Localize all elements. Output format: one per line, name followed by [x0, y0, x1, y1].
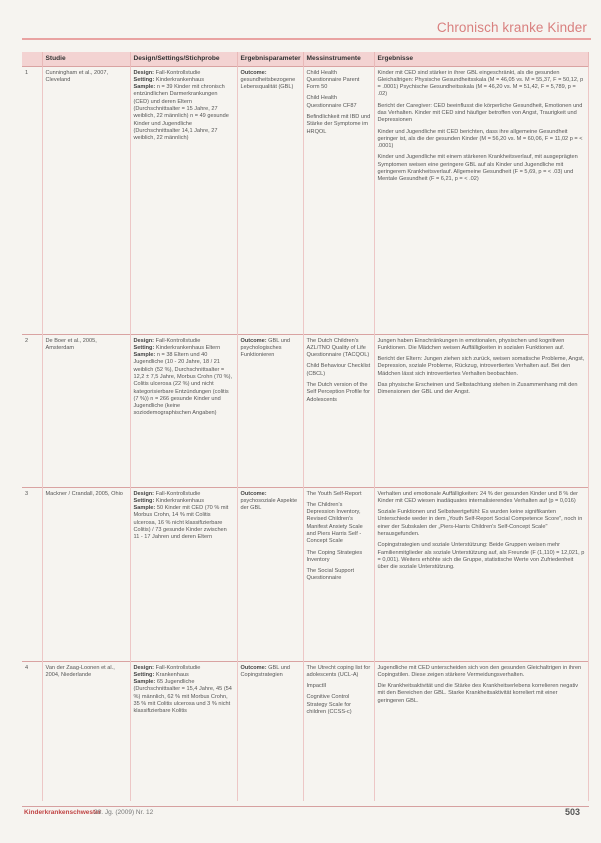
- design-label: Setting:: [133, 497, 155, 504]
- journal-issue: 28. Jg. (2009) Nr. 12: [94, 809, 154, 816]
- design-entry: [134, 665, 234, 672]
- outcome-cell: [237, 487, 303, 661]
- outcome-entry: [241, 665, 300, 680]
- column-header-results: Ergebnisse: [374, 52, 588, 66]
- results-cell: [374, 487, 588, 661]
- table-header-row: [22, 52, 588, 66]
- design-entry: [134, 672, 234, 679]
- instrument-item: The Social Support Questionnaire: [306, 568, 355, 582]
- design-text: n = 39 Kinder mit chronisch entzündlichen Darmerkrankungen (CED) und deren Eltern (Durchschnittsalter = 15 Jahre, 27 weiblich, 22 männlich) n = 49 gesunde Kinder und Jugendliche (Durchschnittsalter 14,1 Jahre, 27 weiblich, 22 männlich): [133, 84, 229, 142]
- instrument-item: The Coping Strategies Inventory: [306, 549, 363, 563]
- instrument-item: The Utrecht coping list for adolescents (UCL-A): [306, 664, 371, 678]
- instrument-item: The Children's Depression Inventory, Revised Children's Manifest Anxiety Scale and Piers Harris Self - Concept Scale: [306, 501, 363, 545]
- result-paragraph: Jugendliche mit CED unterscheiden sich von den gesunden Gleichaltrigen in ihren Copingstilen. Diese zeigen stärkere Vermeidungsverhalten.: [377, 664, 582, 678]
- design-entry: [134, 338, 234, 345]
- design-text: Kinderkrankenhaus: [155, 76, 205, 83]
- studies-table: [22, 52, 589, 801]
- design-cell: [130, 334, 237, 487]
- design-entry: [134, 679, 234, 715]
- design-text: Krankenhaus: [155, 671, 189, 678]
- instrument-item: The Youth Self-Report: [306, 490, 362, 497]
- outcome-cell: [237, 661, 303, 801]
- design-entry: [134, 77, 234, 84]
- instruments-cell: [303, 487, 374, 661]
- row-number: 3: [22, 487, 42, 661]
- outcome-label: Outcome:: [240, 490, 267, 497]
- instruments-cell: [303, 66, 374, 334]
- design-text: Fall-Kontrollstudie: [155, 337, 201, 344]
- instruments-cell: [303, 334, 374, 487]
- outcome-entry: [241, 338, 300, 360]
- outcome-label: Outcome:: [240, 664, 267, 671]
- instrument-item: The Dutch Children's AZL/TNO Quality of Life Questionnaire (TACQOL): [306, 337, 370, 359]
- study-citation: Mackner / Crandall, 2005, Ohio: [42, 487, 130, 661]
- outcome-text: gesundheitsbezogene Lebensqualität (GBL): [240, 76, 296, 91]
- design-text: Fall-Kontrollstudie: [155, 69, 201, 76]
- design-text: n = 38 Eltern und 40 Jugendliche (10 - 20 Jahre, 18 / 21 weiblich (52 %), Durchschnittsalter = 12,2 ± 7,5 Jahre, Morbus Crohn (70 %), Colitis ulcerosa (22 %) und nicht kategorisierbare Entzündungen (colitis (7 %)) n = 266 gesunde Kinder und Jugendliche (keine soziodemographischen Angaben): [133, 352, 233, 417]
- results-cell: [374, 661, 588, 801]
- design-text: Kinderkrankenhaus: [155, 497, 205, 504]
- result-paragraph: Verhalten und emotionale Auffälligkeiten: 24 % der gesunden Kinder und 8 % der Kinder mit CED wiesen inadäquates internalisierendes Verhalten auf (p = 0,016): [377, 490, 578, 504]
- outcome-cell: [237, 334, 303, 487]
- design-label: Sample:: [133, 84, 156, 91]
- table-row: [22, 661, 588, 801]
- design-cell: [130, 661, 237, 801]
- design-label: Setting:: [133, 344, 155, 351]
- study-citation: Cunningham et al., 2007, Cleveland: [42, 66, 130, 334]
- result-paragraph: Kinder mit CED sind stärker in ihrer GBL eingeschränkt, als die gesunden Gleichaltrigen: Physische Gesundheitsskala (M = 46,05 vs. M = 55,37, F = 50,12, p = .0001) Psychische Gesundheitsskala (M = 46,20 vs. M = 51,42, F = 5,789, p = .02): [377, 69, 584, 98]
- instrument-item: Cognitive Control Strategy Scale for children (CCSS-c): [306, 694, 352, 715]
- column-header-number: [22, 52, 42, 66]
- outcome-text: GBL und psychologisches Funktionieren: [240, 337, 291, 359]
- study-citation: De Boer et al., 2005, Amsterdam: [42, 334, 130, 487]
- design-label: Design:: [133, 337, 155, 344]
- design-label: Sample:: [133, 352, 156, 359]
- design-text: 50 Kinder mit CED (70 % mit Morbus Crohn, 14 % mit Colitis ulcerosa, 16 % nicht klassifizierbare Colitis) / 73 gesunde Kinder zwischen 11 - 17 Jahren und deren Eltern: [133, 505, 229, 541]
- study-citation: Van der Zaag-Loonen et al., 2004, Niederlande: [42, 661, 130, 801]
- instrument-item: Child Health Questionnaire CF87: [306, 95, 357, 109]
- column-header-study: Studie: [42, 52, 130, 66]
- page-number: 503: [564, 807, 580, 817]
- design-text: Fall-Kontrollstudie: [155, 490, 201, 497]
- outcome-label: Outcome:: [240, 69, 267, 76]
- outcome-cell: [237, 66, 303, 334]
- design-entry: [134, 505, 234, 541]
- design-label: Setting:: [133, 671, 155, 678]
- instrument-item: The Dutch version of the Self Perception Profile for Adolescents: [306, 381, 370, 403]
- design-text: Fall-Kontrollstudie: [155, 664, 201, 671]
- result-paragraph: Die Krankheitsaktivität und die Stärke des Krankheitserlebens korrelieren negativ mit den Bereichen der GBL. Starke Krankheitsaktivität korreliert mit einer geringeren GBL.: [377, 683, 579, 704]
- design-text: Kinderkrankenhaus Eltern: [155, 344, 221, 351]
- design-text: 65 Jugendliche (Durchschnittsalter = 15,4 Jahre, 45 (54 %) männlich, 62 % mit Morbus Crohn, 35 % mit Colitis ulcerosa und 3 % nicht klassifizierbare Kolitis: [133, 679, 232, 715]
- column-header-instruments: Messinstrumente: [303, 52, 374, 66]
- table-body: [22, 66, 588, 801]
- instrument-item: Child Health Questionnaire Parent Form 50: [306, 69, 360, 91]
- design-entry: [134, 352, 234, 418]
- row-number: 2: [22, 334, 42, 487]
- table-row: [22, 334, 588, 487]
- column-header-design: Design/Settings/Stichprobe: [130, 52, 237, 66]
- results-cell: [374, 334, 588, 487]
- outcome-text: psychosoziale Aspekte der GBL: [240, 497, 298, 512]
- design-label: Sample:: [133, 505, 156, 512]
- design-label: Sample:: [133, 679, 156, 686]
- page-header-title: Chronisch kranke Kinder: [436, 20, 587, 35]
- page-footer: [24, 807, 580, 821]
- instrument-item: ImpactII: [306, 683, 327, 690]
- design-label: Design:: [133, 490, 155, 497]
- outcome-entry: [241, 491, 300, 513]
- design-entry: [134, 84, 234, 142]
- design-label: Design:: [133, 664, 155, 671]
- results-cell: [374, 66, 588, 334]
- journal-name: Kinderkrankenschwester: [24, 809, 102, 816]
- table-row: [22, 487, 588, 661]
- result-paragraph: Copingstrategien und soziale Unterstützung: Beide Gruppen weisen mehr Familienmitglieder als soziale Unterstützung auf, als Freunde (F (1,110) = 12,021, p = 0,001). Weiters erhöhte sich die Gruppe, statistische Werte von Zufriedenheit über die soziale Unterstützung.: [377, 542, 585, 571]
- result-paragraph: Bericht der Eltern: Jungen ziehen sich zurück, weisen somatische Probleme, Angst, Depression, soziale Probleme, Rückzug, introvertiertes Verhalten auf. Bei den Mädchen lässt sich introvertiertes Verhalten beobachten.: [377, 356, 585, 377]
- row-number: 1: [22, 66, 42, 334]
- result-paragraph: Jungen haben Einschränkungen in emotionalen, physischen und kognitiven Funktionen. Die Mädchen weisen Auffälligkeiten in sozialen Funktionen auf.: [377, 337, 565, 351]
- outcome-text: GBL und Copingstrategien: [240, 664, 291, 678]
- row-number: 4: [22, 661, 42, 801]
- result-paragraph: Kinder und Jugendliche mit einem stärkeren Krankheitsverlauf, mit ausgeprägten Symptomen weisen eine geringere GBL auf als Kinder und Jugendliche mit geringerem Krankheitsverlauf. Allgemeine Gesundheit (F = 5,69, p = < .03) und Mentale Gesundheit (F = 6,21, p = < .02): [377, 154, 578, 183]
- design-label: Design:: [133, 69, 155, 76]
- outcome-entry: [241, 70, 300, 92]
- table-row: [22, 66, 588, 334]
- design-cell: [130, 66, 237, 334]
- design-entry: [134, 491, 234, 498]
- result-paragraph: Das physische Erscheinen und Selbstachtung stehen in Zusammenhang mit den Dimensionen der GBL und der Angst.: [377, 381, 578, 396]
- design-label: Setting:: [133, 76, 155, 83]
- header-divider: [22, 38, 591, 40]
- result-paragraph: Soziale Funktionen und Selbstwertgefühl: Es wurden keine signifikanten Unterschiede weder in dem „Youth Self-Report Social Competence Score", noch in einer der Subskalen der „Piers-Harris Children's Self-Concept Scale" herausgefunden.: [377, 509, 583, 537]
- instrument-item: Befindlichkeit mit IBD und Stärke der Symptome im HRQOL: [306, 113, 371, 135]
- instrument-item: Child Behaviour Checklist (CBCL): [306, 363, 371, 377]
- result-paragraph: Bericht der Caregiver: CED beeinflusst die körperliche Gesundheit, Emotionen und das Verhalten. Kinder mit CED sind häufiger betroffen von Angst, Traurigkeit und Depressionen: [377, 102, 583, 124]
- instruments-cell: [303, 661, 374, 801]
- result-paragraph: Kinder und Jugendliche mit CED berichten, dass ihre allgemeine Gesundheit geringer ist, als die der gesunden Kinder (M = 56,20 vs. M = 60,06, F = 11,02 p = < .0001): [377, 128, 583, 150]
- design-cell: [130, 487, 237, 661]
- design-entry: [134, 498, 234, 505]
- design-entry: [134, 70, 234, 77]
- design-entry: [134, 345, 234, 352]
- column-header-outcome: Ergebnisparameter: [237, 52, 303, 66]
- outcome-label: Outcome:: [240, 337, 267, 344]
